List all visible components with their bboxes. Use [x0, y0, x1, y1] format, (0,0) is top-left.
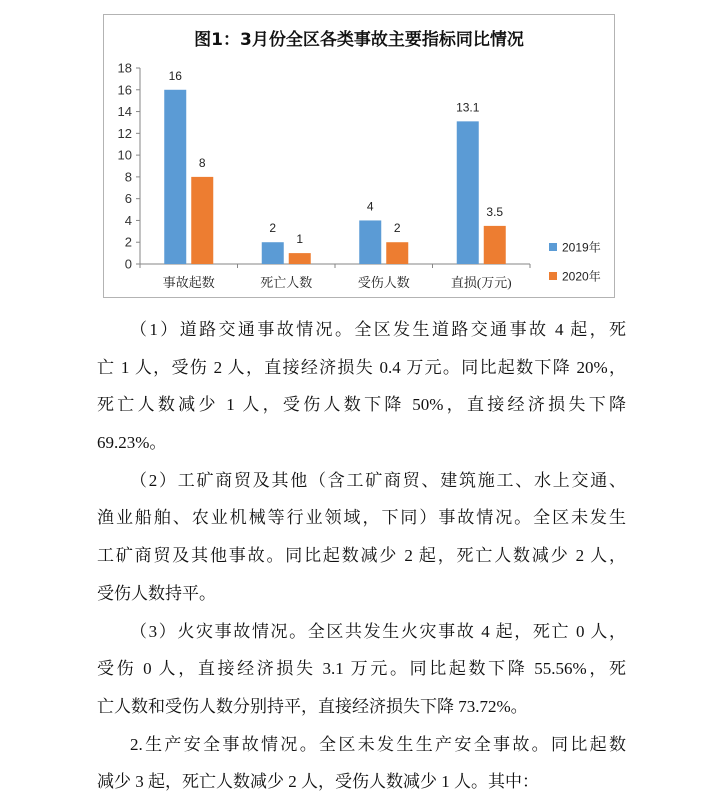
paragraph-1-line-1: （1）道路交通事故情况。全区发生道路交通事故 4 起，死 [130, 320, 626, 339]
y-tick-label: 10 [117, 147, 132, 163]
y-tick-label: 2 [124, 234, 132, 250]
paragraph-2 [97, 462, 626, 613]
paragraph-1 [97, 311, 626, 462]
paragraph-3-line-3: 亡人数和受伤人数分别持平，直接经济损失下降 73.72%。 [97, 696, 528, 716]
paragraph-4 [97, 726, 626, 801]
paragraph-4-line-1: 2.生产安全事故情况。全区未发生生产安全事故。同比起数 [130, 734, 626, 754]
data-label-series-1-category-1: 1 [296, 232, 304, 247]
bar-series-0-category-3 [457, 121, 479, 264]
paragraph-2-line-3: 工矿商贸及其他事故。同比起数减少 2 起，死亡人数减少 2 人， [97, 546, 626, 566]
data-label-series-0-category-1: 2 [269, 221, 277, 236]
paragraph-2-line-4: 受伤人数持平。 [97, 583, 216, 603]
x-category-label: 事故起数 [162, 275, 215, 290]
legend-label-1: 2020年 [562, 269, 601, 284]
bar-series-1-category-1 [289, 253, 311, 264]
paragraph-1-line-3: 死亡人数减少 1 人，受伤人数下降 50%，直接经济损失下降 [97, 395, 626, 415]
legend-swatch-1 [549, 272, 557, 280]
data-label-series-0-category-0: 16 [168, 68, 182, 83]
bar-series-1-category-0 [191, 177, 213, 264]
x-category-label: 受伤人数 [357, 275, 410, 290]
bar-chart [103, 14, 615, 298]
chart-figure [103, 14, 615, 298]
document-body [97, 311, 626, 801]
chart-title: 图1：3月份全区各类事故主要指标同比情况 [194, 30, 524, 50]
paragraph-2-line-1: （2）工矿商贸及其他（含工矿商贸、建筑施工、水上交通、 [130, 470, 626, 490]
legend-label-0: 2019年 [562, 240, 601, 255]
data-label-series-0-category-3: 13.1 [456, 100, 480, 115]
bar-series-1-category-2 [386, 242, 408, 264]
paragraph-3-line-2: 受伤 0 人，直接经济损失 3.1 万元。同比起数下降 55.56%，死 [97, 659, 626, 679]
data-label-series-1-category-3: 3.5 [486, 204, 504, 219]
y-tick-label: 0 [124, 256, 132, 272]
paragraph-1-line-4: 69.23%。 [97, 433, 167, 453]
data-label-series-1-category-2: 2 [393, 221, 401, 236]
bar-series-1-category-3 [484, 226, 506, 264]
y-tick-label: 6 [124, 191, 132, 207]
data-label-series-0-category-2: 4 [366, 199, 374, 214]
bar-series-0-category-1 [262, 242, 284, 264]
paragraph-4-line-2: 减少 3 起，死亡人数减少 2 人，受伤人数减少 1 人。其中： [97, 772, 539, 792]
y-tick-label: 14 [117, 104, 132, 120]
bar-series-0-category-2 [359, 220, 381, 264]
y-tick-label: 8 [124, 169, 132, 185]
x-category-label: 死亡人数 [260, 275, 313, 290]
y-tick-label: 16 [117, 82, 132, 98]
bar-series-0-category-0 [164, 90, 186, 264]
paragraph-1-line-2: 亡 1 人，受伤 2 人，直接经济损失 0.4 万元。同比起数下降 20%， [97, 357, 626, 377]
data-label-series-1-category-0: 8 [198, 155, 206, 170]
legend-swatch-0 [549, 243, 557, 251]
paragraph-3 [97, 613, 626, 726]
x-category-label: 直损(万元) [450, 275, 512, 290]
y-tick-label: 4 [124, 212, 132, 228]
y-tick-label: 12 [117, 125, 132, 141]
y-tick-label: 18 [117, 60, 132, 76]
paragraph-2-line-2: 渔业船舶、农业机械等行业领域，下同）事故情况。全区未发生 [97, 508, 626, 528]
paragraph-3-line-1: （3）火灾事故情况。全区共发生火灾事故 4 起，死亡 0 人， [130, 621, 626, 641]
